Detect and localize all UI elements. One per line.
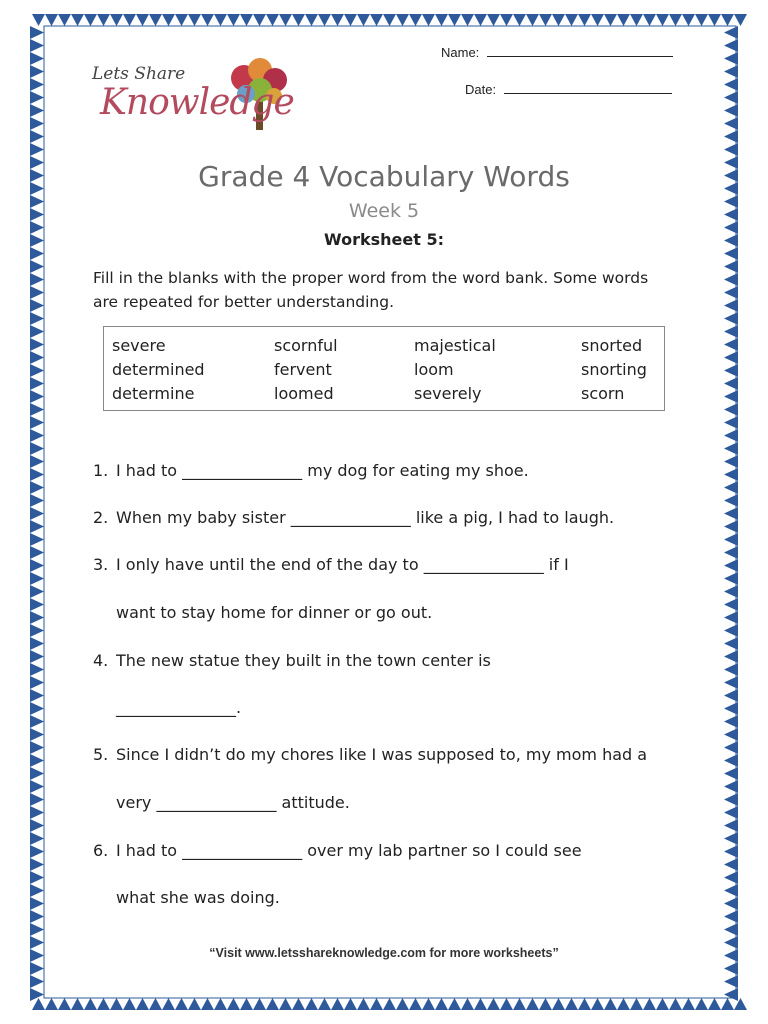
border-triangle [656,998,669,1010]
border-triangle [30,338,44,351]
border-triangle [30,442,44,455]
border-triangle [318,14,331,26]
border-triangle [136,14,149,26]
word-bank-word: majestical [414,336,496,355]
border-triangle [30,728,44,741]
page-title: Grade 4 Vocabulary Words [198,160,570,193]
border-triangle [500,14,513,26]
border-triangle [110,998,123,1010]
border-triangle [30,780,44,793]
border-triangle [227,998,240,1010]
question-number: 5. [93,745,109,764]
border-triangle [30,364,44,377]
border-triangle [344,998,357,1010]
border-triangle [30,507,44,520]
question-number: 4. [93,651,109,670]
border-triangle [370,998,383,1010]
word-bank [103,326,665,411]
border-triangle [435,14,448,26]
border-triangle [30,767,44,780]
border-triangle [669,998,682,1010]
border-triangle [30,559,44,572]
border-triangle [591,14,604,26]
border-triangle [357,998,370,1010]
border-triangle [58,998,71,1010]
border-triangle [30,689,44,702]
question-text: The new statue they built in the town center is [116,651,491,670]
border-triangle [30,273,44,286]
border-triangle [30,52,44,65]
border-triangle [604,14,617,26]
border-triangle [123,14,136,26]
word-bank-word: scornful [274,336,338,355]
word-bank-word: determine [112,384,195,403]
word-bank-word: fervent [274,360,332,379]
instructions: Fill in the blanks with the proper word from the word bank. Some words are repeated for better understanding. [93,269,649,311]
border-triangle [695,998,708,1010]
footer-note: “Visit www.letsshareknowledge.com for more worksheets” [209,946,559,960]
border-triangle [266,998,279,1010]
border-triangle [253,14,266,26]
border-triangle [30,793,44,806]
border-triangle [344,14,357,26]
word-bank-word: severely [414,384,482,403]
border-triangle [422,14,435,26]
question-text: very _______________ attitude. [116,793,350,812]
border-triangle [84,14,97,26]
border-triangle [227,14,240,26]
border-triangle [162,14,175,26]
border-triangle [552,14,565,26]
border-triangle [266,14,279,26]
border-triangle [721,14,734,26]
border-triangle [630,14,643,26]
border-triangle [30,871,44,884]
border-triangle [643,14,656,26]
date-line[interactable] [504,81,672,94]
border-triangle [30,676,44,689]
border-triangle [448,14,461,26]
border-triangle [643,998,656,1010]
logo-line2: Knowledge [100,82,294,123]
border-triangle [513,998,526,1010]
border-triangle [97,14,110,26]
word-bank-word: snorting [581,360,647,379]
border-triangle [500,998,513,1010]
border-triangle [487,998,500,1010]
question-text: I had to _______________ over my lab partner so I could see [116,841,582,860]
border-triangle [30,884,44,897]
border-triangle [30,754,44,767]
border-triangle [409,14,422,26]
border-triangle [30,104,44,117]
border-triangle [30,533,44,546]
border-triangle [30,637,44,650]
border-triangle [30,299,44,312]
border-triangle [30,988,44,1001]
border-triangle [474,998,487,1010]
logo-line1: Lets Share [92,64,186,84]
border-triangle [30,312,44,325]
border-triangle [526,14,539,26]
border-triangle [32,14,45,26]
border-triangle [45,14,58,26]
border-triangle [30,897,44,910]
logo [90,52,310,142]
name-field[interactable] [441,44,673,60]
question-number: 6. [93,841,109,860]
border-triangle [30,351,44,364]
border-triangle [591,998,604,1010]
date-field[interactable] [465,81,672,97]
border-triangle [201,14,214,26]
border-triangle [253,998,266,1010]
border-triangle [487,14,500,26]
border-triangle [318,998,331,1010]
border-triangle [30,520,44,533]
border-triangle [45,998,58,1010]
word-bank-word: loom [414,360,454,379]
border-triangle [30,78,44,91]
question-number: 2. [93,508,109,527]
border-triangle [279,14,292,26]
border-triangle [71,998,84,1010]
border-triangle [30,611,44,624]
border-triangle [30,858,44,871]
border-triangle [30,143,44,156]
worksheet-label: Worksheet 5: [324,230,444,249]
word-bank-word: loomed [274,384,334,403]
border-triangle [409,998,422,1010]
word-bank-word: snorted [581,336,643,355]
border-triangle [30,832,44,845]
border-triangle [188,14,201,26]
week-subtitle: Week 5 [348,200,420,222]
border-triangle [552,998,565,1010]
question-text: want to stay home for dinner or go out. [116,603,433,622]
border-triangle [30,494,44,507]
border-triangle [513,14,526,26]
border-triangle [708,14,721,26]
border-triangle [539,998,552,1010]
border-triangle [669,14,682,26]
border-triangle [84,998,97,1010]
border-triangle [279,998,292,1010]
border-triangle [30,377,44,390]
border-triangle [30,819,44,832]
border-triangle [526,998,539,1010]
question-number: 3. [93,555,109,574]
border-triangle [30,91,44,104]
border-triangle [30,923,44,936]
word-bank-word: scorn [581,384,625,403]
border-triangle [30,403,44,416]
question-text: I only have until the end of the day to _______________ if I [116,555,569,574]
border-triangle [357,14,370,26]
border-triangle [30,286,44,299]
border-triangle [474,14,487,26]
border-triangle [30,663,44,676]
border-triangle [383,998,396,1010]
name-label: Name: [441,45,480,60]
border-triangle [30,741,44,754]
border-triangle [30,26,44,39]
border-triangle [448,998,461,1010]
border-triangle [162,998,175,1010]
border-triangle [97,998,110,1010]
border-triangle [30,806,44,819]
border-triangle [292,14,305,26]
question-text: Since I didn’t do my chores like I was supposed to, my mom had a [116,745,648,764]
border-triangle [32,998,45,1010]
border-triangle [617,998,630,1010]
border-triangle [30,390,44,403]
border-triangle [435,998,448,1010]
border-triangle [331,14,344,26]
word-bank-word: determined [112,360,205,379]
border-triangle [30,481,44,494]
border-triangle [30,468,44,481]
border-triangle [565,14,578,26]
border-triangle [240,998,253,1010]
border-triangle [136,998,149,1010]
border-triangle [30,325,44,338]
border-triangle [240,14,253,26]
border-triangle [58,14,71,26]
border-triangle [214,998,227,1010]
border-triangle [30,572,44,585]
border-triangle [214,14,227,26]
question-text: When my baby sister _______________ like a pig, I had to laugh. [116,508,615,527]
border-triangle [604,998,617,1010]
border-triangle [30,455,44,468]
border-triangle [123,998,136,1010]
border-triangle [30,429,44,442]
border-triangle [30,260,44,273]
question-text: _______________. [116,698,242,717]
border-triangle [30,975,44,988]
border-triangle [201,998,214,1010]
border-triangle [734,14,747,26]
border-triangle [30,650,44,663]
border-triangle [422,998,435,1010]
border-triangle [30,130,44,143]
border-triangle [305,998,318,1010]
border-triangle [149,14,162,26]
border-triangle [539,14,552,26]
border-triangle [656,14,669,26]
border-triangle [617,14,630,26]
border-triangle [30,910,44,923]
border-triangle [383,14,396,26]
question-text: I had to _______________ my dog for eating my shoe. [116,461,529,480]
border-triangle [565,998,578,1010]
border-triangle [188,998,201,1010]
border-triangle [110,14,123,26]
border-triangle [682,998,695,1010]
border-triangle [175,14,188,26]
border-triangle [71,14,84,26]
border-triangle [578,998,591,1010]
border-triangle [708,998,721,1010]
border-triangle [30,715,44,728]
border-triangle [30,845,44,858]
border-triangle [30,416,44,429]
border-triangle [721,998,734,1010]
border-triangle [30,962,44,975]
border-triangle [578,14,591,26]
border-triangle [461,998,474,1010]
border-triangle [305,14,318,26]
border-triangle [30,39,44,52]
word-bank-word: severe [112,336,166,355]
border-triangle [30,624,44,637]
border-triangle [30,585,44,598]
border-triangle [461,14,474,26]
name-line[interactable] [487,44,673,57]
border-triangle [292,998,305,1010]
border-triangle [396,14,409,26]
border-triangle [30,65,44,78]
border-triangle [175,998,188,1010]
border-triangle [370,14,383,26]
border-triangle [30,117,44,130]
question-text: what she was doing. [116,888,280,907]
border-triangle [149,998,162,1010]
date-label: Date: [465,82,497,97]
border-triangle [30,702,44,715]
border-triangle [30,598,44,611]
border-triangle [30,546,44,559]
border-triangle [695,14,708,26]
border-triangle [682,14,695,26]
border-triangle [396,998,409,1010]
border-triangle [331,998,344,1010]
border-triangle [630,998,643,1010]
question-number: 1. [93,461,109,480]
